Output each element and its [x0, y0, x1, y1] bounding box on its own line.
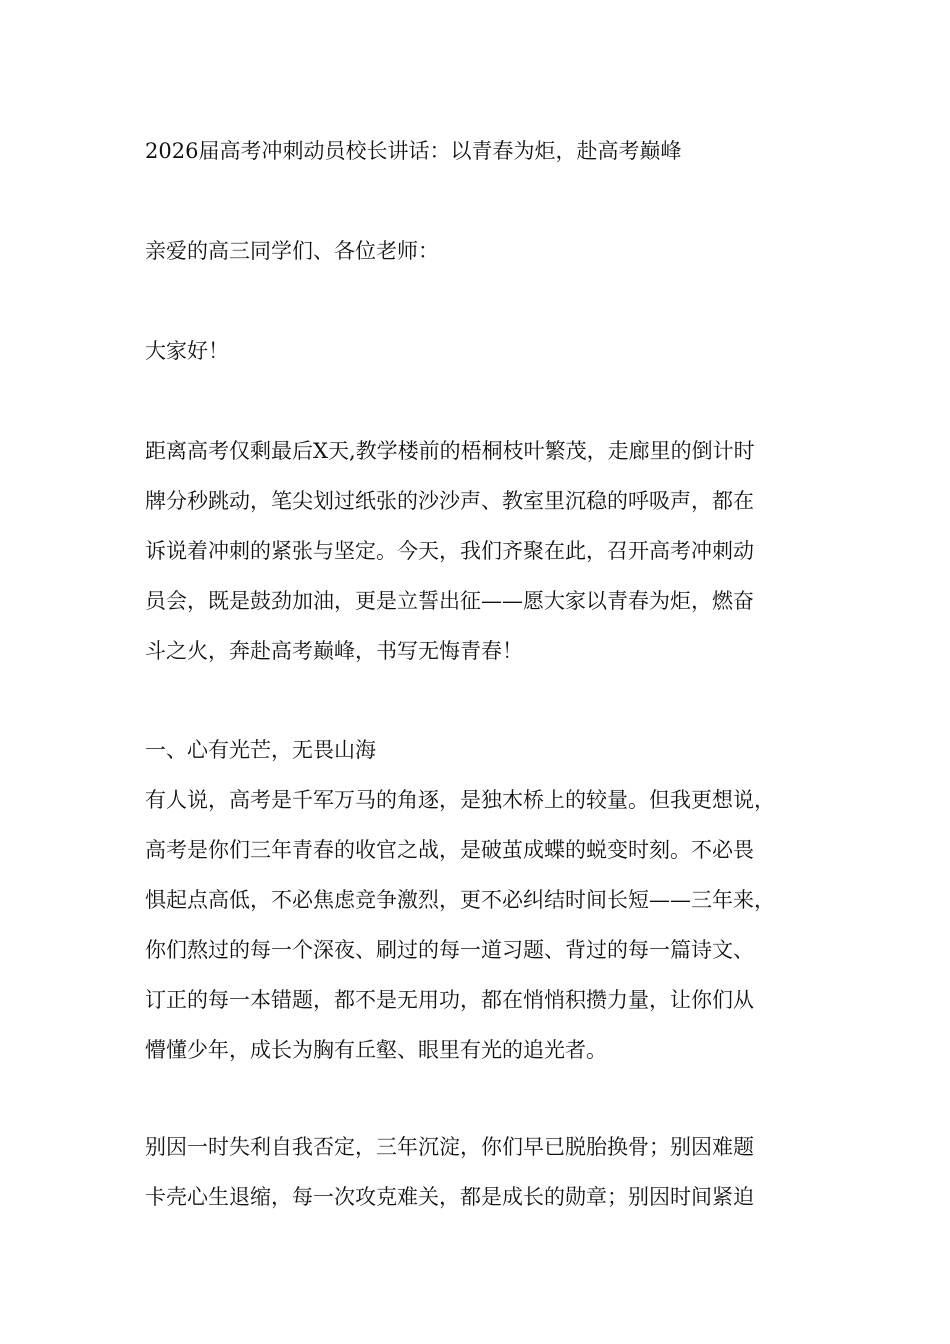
paragraph-line: 高考是你们三年青春的收官之战，是破茧成蝶的蜕变时刻。不必畏	[145, 838, 754, 862]
paragraph-line: 有人说，高考是千军万马的角逐，是独木桥上的较量。但我更想说，	[145, 788, 775, 812]
paragraph-line: 惧起点高低，不必焦虑竞争激烈，更不必纠结时间长短——三年来，	[145, 888, 775, 912]
document-title	[145, 126, 835, 176]
paragraph-1	[145, 426, 835, 676]
paragraph-line: 牌分秒跳动，笔尖划过纸张的沙沙声、教室里沉稳的呼吸声，都在	[145, 489, 754, 513]
paragraph-line: 懵懂少年，成长为胸有丘壑、眼里有光的追光者。	[145, 1038, 607, 1062]
paragraph-line: 别因一时失利自我否定，三年沉淀，你们早已脱胎换骨；别因难题	[145, 1135, 754, 1159]
title-text: 2026届高考冲刺动员校长讲话：以青春为炬，赴高考巅峰	[145, 139, 682, 163]
salutation-text: 亲爱的高三同学们、各位老师：	[145, 239, 439, 263]
section-heading-text: 一、心有光芒，无畏山海	[145, 738, 376, 762]
paragraph-line: 距离高考仅剩最后X天,教学楼前的梧桐枝叶繁茂，走廊里的倒计时	[145, 439, 755, 463]
paragraph-2	[145, 775, 835, 1075]
paragraph-line: 订正的每一本错题，都不是无用功，都在悄悄积攒力量，让你们从	[145, 988, 754, 1012]
paragraph-line: 你们熬过的每一个深夜、刷过的每一道习题、背过的每一篇诗文、	[145, 938, 754, 962]
paragraph-line: 诉说着冲刺的紧张与坚定。今天，我们齐聚在此，召开高考冲刺动	[145, 539, 754, 563]
paragraph-3	[145, 1122, 835, 1222]
paragraph-line: 员会，既是鼓劲加油，更是立誓出征——愿大家以青春为炬，燃奋	[145, 589, 754, 613]
salutation	[145, 226, 835, 276]
greeting	[145, 326, 835, 376]
paragraph-line: 斗之火，奔赴高考巅峰，书写无悔青春！	[145, 639, 523, 663]
section-heading	[145, 725, 835, 775]
greeting-text: 大家好！	[145, 339, 229, 363]
paragraph-line: 卡壳心生退缩，每一次攻克难关，都是成长的勋章；别因时间紧迫	[145, 1185, 754, 1209]
